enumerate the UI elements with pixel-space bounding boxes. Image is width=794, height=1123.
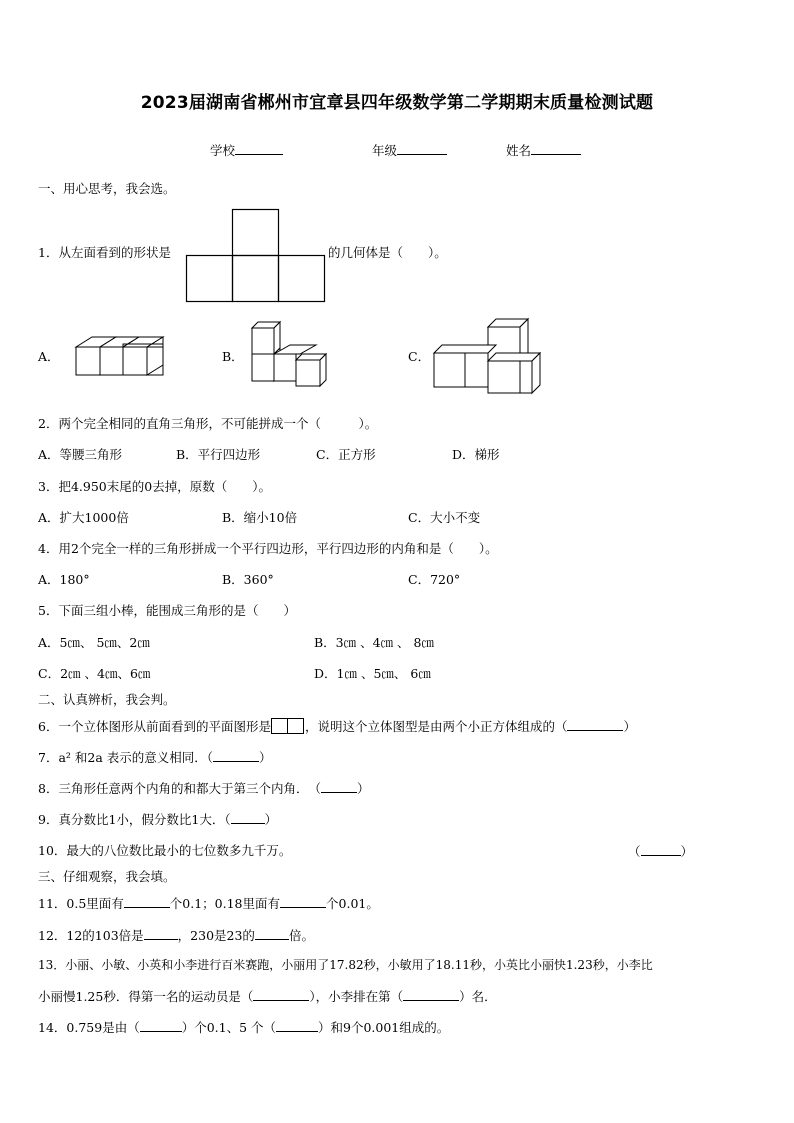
q5-option-c[interactable]: C．2㎝ 、4㎝、6㎝: [38, 666, 151, 681]
q6-suffix: ，说明这个立体图型是由两个小正方体组成的（: [304, 719, 568, 734]
q12-line: [38, 927, 314, 944]
q14-blank-1[interactable]: [140, 1019, 182, 1032]
q1-option-b-figure: [250, 320, 330, 388]
q14-text-b: ）个0.1、5 个（: [181, 1020, 277, 1035]
q2-option-a[interactable]: A．等腰三角形: [38, 447, 123, 462]
q11-blank-2[interactable]: [280, 895, 326, 908]
q3-option-b[interactable]: B．缩小10倍: [222, 510, 298, 525]
school-label: 学校: [210, 143, 236, 158]
grade-blank[interactable]: [397, 142, 447, 155]
q5-option-a[interactable]: A．5㎝、 5㎝、2㎝: [38, 635, 150, 650]
school-field: [210, 141, 283, 159]
q3-stem: 3．把4.950末尾的0去掉，原数（ ）。: [38, 479, 271, 494]
q6-two-squares-figure: [271, 718, 305, 734]
q11-text-a: 11．0.5里面有: [38, 896, 124, 911]
q9-answer-blank[interactable]: [231, 811, 265, 824]
q7-answer-blank[interactable]: [213, 749, 259, 762]
q12-blank-2[interactable]: [255, 927, 289, 940]
q13-line-2: [38, 988, 497, 1005]
q10-answer-blank[interactable]: [641, 843, 681, 856]
q14-text-a: 14．0.759是由（: [38, 1020, 140, 1035]
q13-text-a: 小丽慢1.25秒．得第一名的运动员是（: [38, 989, 254, 1004]
q10-paren-open: （: [628, 844, 641, 859]
q4-option-c[interactable]: C．720°: [408, 572, 461, 587]
name-field: [506, 141, 581, 159]
q12-text-c: 倍。: [288, 928, 314, 943]
q12-blank-1[interactable]: [144, 927, 178, 940]
q8-text: 8．三角形任意两个内角的和都大于第三个内角． （: [38, 781, 321, 796]
q6-prefix: 6．一个立体图形从前面看到的平面图形是: [38, 719, 271, 734]
q3-option-a[interactable]: A．扩大1000倍: [38, 510, 129, 525]
q1-suffix: 的几何体是（ ）。: [328, 245, 447, 260]
q14-text-c: ）和9个0.001组成的。: [318, 1020, 450, 1035]
q1-option-a-label[interactable]: A．: [38, 349, 60, 364]
section-2-heading: 二、认真辨析，我会判。: [38, 692, 176, 707]
name-blank[interactable]: [531, 142, 581, 155]
q7-end: ）: [259, 750, 272, 765]
section-3-heading: 三、仔细观察，我会填。: [38, 869, 176, 884]
q5-stem: 5．下面三组小棒，能围成三角形的是（ ）: [38, 603, 296, 618]
q6-end: ）: [623, 719, 636, 734]
school-blank[interactable]: [235, 142, 283, 155]
q6-answer-blank[interactable]: [567, 718, 623, 731]
q4-option-b[interactable]: B．360°: [222, 572, 274, 587]
q10-text: 10．最大的八位数比最小的七位数多九千万。: [38, 843, 292, 858]
q1-left-view-figure: [186, 209, 326, 302]
q10-end: ）: [680, 844, 694, 859]
q9-text: 9．真分数比1小，假分数比1大．（: [38, 812, 231, 827]
q13-blank-1[interactable]: [253, 988, 309, 1001]
q1-option-a-figure: [66, 335, 166, 385]
q2-option-c[interactable]: C．正方形: [316, 447, 376, 462]
q5-option-b[interactable]: B．3㎝ 、4㎝ 、 8㎝: [314, 635, 434, 650]
q11-blank-1[interactable]: [124, 895, 170, 908]
q5-option-d[interactable]: D．1㎝ 、5㎝、 6㎝: [314, 666, 431, 681]
q11-text-b: 个0.1；0.18里面有: [169, 896, 281, 911]
grade-field: [372, 141, 447, 159]
q7-text: 7．a² 和2a 表示的意义相同．（: [38, 750, 214, 765]
q8-line: [38, 780, 369, 797]
section-1-heading: 一、用心思考，我会选。: [38, 181, 176, 196]
q11-text-c: 个0.01。: [326, 896, 379, 911]
q9-line: [38, 811, 277, 828]
q13-text-c: ）名．: [459, 989, 497, 1004]
q4-option-a[interactable]: A．180°: [38, 572, 90, 587]
q13-text-b: ），小李排在第（: [309, 989, 404, 1004]
name-label: 姓名: [506, 143, 532, 158]
q4-stem: 4．用2个完全一样的三角形拼成一个平行四边形，平行四边形的内角和是（ ）。: [38, 541, 498, 556]
q3-option-c[interactable]: C．大小不变: [408, 510, 481, 525]
q12-text-b: ，230是23的: [177, 928, 255, 943]
q2-option-d[interactable]: D．梯形: [452, 447, 500, 462]
q14-blank-2[interactable]: [276, 1019, 318, 1032]
q13-blank-2[interactable]: [403, 988, 459, 1001]
q1-option-c-label[interactable]: C．: [408, 349, 431, 364]
q8-end: ）: [356, 781, 370, 796]
q1-option-c-figure: [434, 317, 544, 395]
q1-option-b-label[interactable]: B．: [222, 349, 244, 364]
q13-line-1: 13．小丽、小敏、小英和小李进行百米赛跑，小丽用了17.82秒，小敏用了18.11秒，小英比小丽快1.23秒，小李比: [38, 958, 653, 972]
grade-label: 年级: [372, 143, 398, 158]
q1-prefix: 1．从左面看到的形状是: [38, 245, 171, 260]
q6-line: [38, 718, 636, 735]
q2-stem: 2．两个完全相同的直角三角形，不可能拼成一个（ ）。: [38, 416, 378, 431]
q12-text-a: 12．12的103倍是: [38, 928, 144, 943]
q14-line: [38, 1019, 449, 1036]
page-title: 2023届湖南省郴州市宜章县四年级数学第二学期期末质量检测试题: [140, 93, 654, 113]
q11-line: [38, 895, 379, 912]
q8-answer-blank[interactable]: [321, 780, 357, 793]
q7-line: [38, 749, 272, 766]
q10-answer: [628, 843, 693, 860]
q9-end: ）: [264, 812, 278, 827]
q2-option-b[interactable]: B．平行四边形: [176, 447, 261, 462]
